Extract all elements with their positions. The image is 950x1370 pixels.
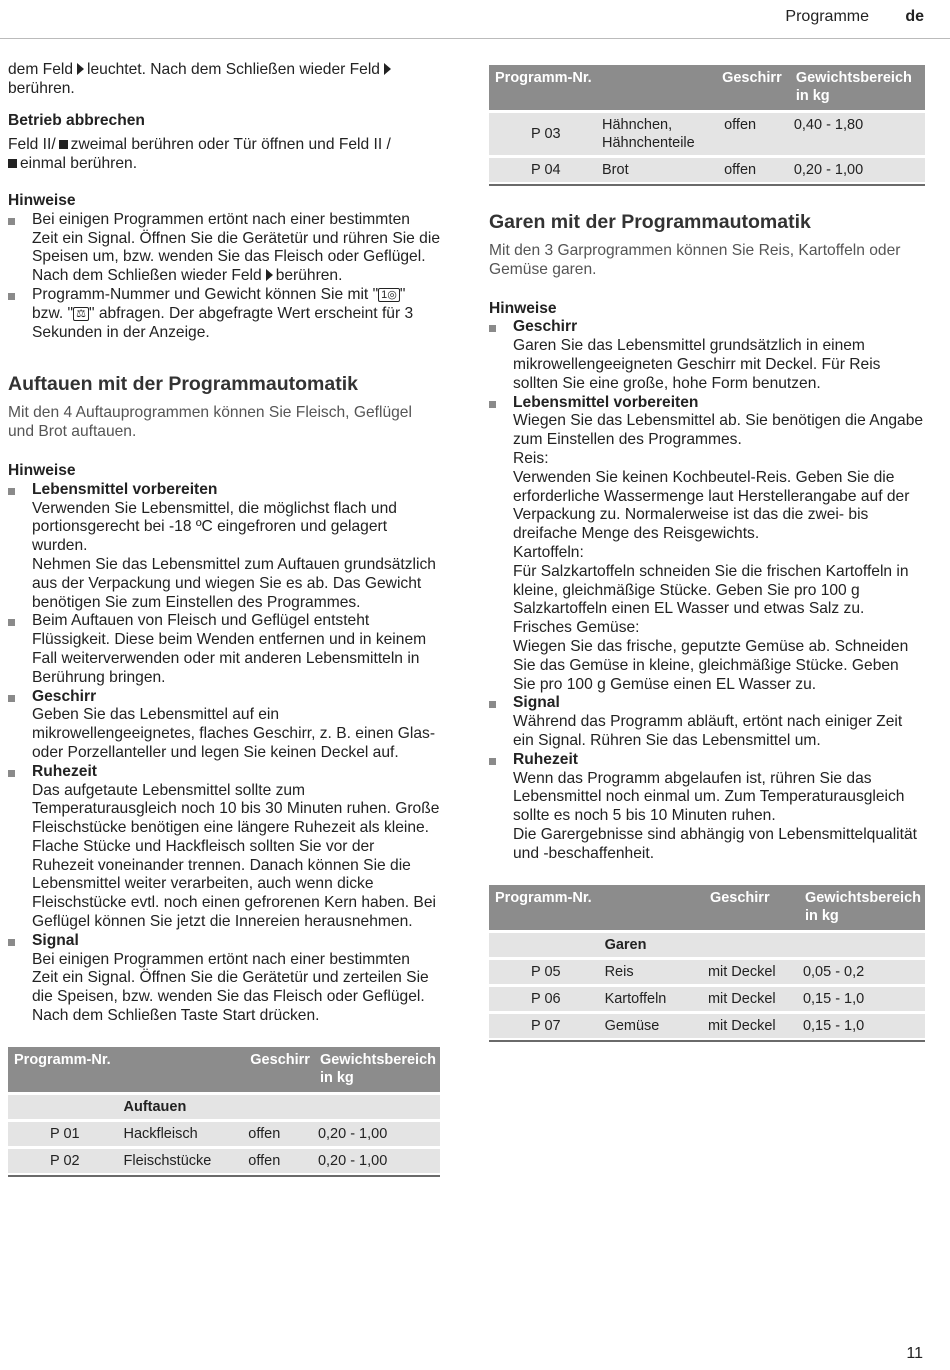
auftauen-table-wrapper	[8, 1044, 440, 1177]
table-row: P 03 Hähnchen, Hähnchenteile offen 0,40 - 1,80	[489, 113, 925, 155]
table-row: P 06 Kartoffeln mit Deckel 0,15 - 1,0	[489, 987, 925, 1011]
garen-hints-list	[489, 318, 925, 863]
table-header-row: Programm-Nr. Geschirr Gewichtsbereich in kg	[489, 885, 925, 930]
table-header-row: Programm-Nr. Geschirr Gewichtsbereich in kg	[8, 1047, 440, 1092]
hinweise-list	[8, 211, 440, 343]
table-row: P 04 Brot offen 0,20 - 1,00	[489, 158, 925, 182]
left-column	[8, 61, 440, 1177]
weight-icon: ⚖	[73, 307, 89, 321]
table-row: P 07 Gemüse mit Deckel 0,15 - 1,0	[489, 1014, 925, 1038]
garen-table-wrapper	[489, 882, 925, 1042]
table-group-row: Garen	[489, 933, 925, 957]
auftauen-heading: Auftauen mit der Programmautomatik	[8, 373, 358, 396]
hinweise-heading: Hinweise	[8, 191, 76, 209]
play-arrow-icon	[266, 269, 273, 281]
running-header-section: Programme	[785, 8, 869, 25]
stop-square-icon	[59, 140, 68, 149]
right-column	[489, 65, 925, 1042]
list-item: Geschirr Garen Sie das Lebensmittel grundsätzlich in einem mikrowellengeeigneten Geschirr mit Deckel. Für Reis sollten Sie eine große, hohe Form benutzen.	[489, 318, 925, 393]
hinweise-heading: Hinweise	[489, 299, 557, 317]
header-rule	[0, 38, 950, 39]
auftauen-intro: Mit den 4 Auftauprogrammen können Sie Fleisch, Geflügel und Brot auftauen.	[8, 404, 412, 441]
garen-program-table	[489, 882, 925, 1041]
program-weight-icon: 1◎	[378, 288, 400, 302]
table-bottom-rule	[489, 184, 925, 186]
garen-intro: Mit den 3 Garprogrammen können Sie Reis, Kartoffeln oder Gemüse garen.	[489, 242, 901, 278]
play-arrow-icon	[77, 63, 84, 75]
auftauen-program-table	[8, 1044, 440, 1176]
auftauen-hints-list	[8, 481, 440, 1026]
hinweise-heading: Hinweise	[8, 461, 76, 479]
auftauen-program-table-continued	[489, 62, 925, 185]
abbrechen-heading: Betrieb abbrechen	[8, 111, 145, 129]
table-row: P 05 Reis mit Deckel 0,05 - 0,2	[489, 960, 925, 984]
language-code: de	[905, 8, 924, 25]
table-header-row: Programm-Nr. Geschirr Gewichtsbereich in kg	[489, 65, 925, 110]
table-row: P 02 Fleischstücke offen 0,20 - 1,00	[8, 1149, 440, 1173]
list-item: Lebensmittel vorbereiten Verwenden Sie Lebensmittel, die möglichst flach und portionsgerecht bei -18 ºC eingefroren und gelagert wurden. Nehmen Sie das Lebensmittel zum Auftauen grundsätzlich aus der Verpackung und wiegen Sie es ab. Das Gewicht benötigen Sie zum Einstellen des Programmes.	[8, 481, 440, 613]
continued-paragraph: dem Feld leuchtet. Nach dem Schließen wieder Feld berühren.	[8, 61, 440, 99]
table-group-row: Auftauen	[8, 1095, 440, 1119]
stop-square-icon	[8, 159, 17, 168]
list-item: Beim Auftauen von Fleisch und Geflügel entsteht Flüssigkeit. Diese beim Wenden entfernen und in keinem Fall weiterverwenden oder mit anderen Lebensmitteln in Berührung bringen.	[8, 612, 440, 687]
list-item: Programm-Nummer und Gewicht können Sie mit " 1◎ " bzw. " ⚖ " abfragen. Der abgefragte Wert erscheint für 3 Sekunden in der Anzeige.	[8, 286, 440, 342]
list-item: Ruhezeit Wenn das Programm abgelaufen ist, rühren Sie das Lebensmittel noch einmal um. Zum Temperaturausgleich sollte es noch 5 bis 10 Minuten ruhen. Die Garergebnisse sind abhängig von Lebensmittelqualität und -beschaffenheit.	[489, 751, 925, 864]
table-bottom-rule	[489, 1040, 925, 1042]
abbrechen-text: Feld II/ zweimal berühren oder Tür öffnen und Feld II / einmal berühren.	[8, 136, 391, 173]
table-row: P 01 Hackfleisch offen 0,20 - 1,00	[8, 1122, 440, 1146]
play-arrow-icon	[384, 63, 391, 75]
list-item: Ruhezeit Das aufgetaute Lebensmittel sollte zum Temperaturausgleich noch 10 bis 30 Minuten ruhen. Große Fleischstücke benötigen eine längere Ruhezeit als kleine. Flache Stücke und Hackfleisch sollten Sie vor der Ruhezeit voneinander trennen. Danach können Sie die Lebensmittel weiter verarbeiten, auch wenn dicke Fleischstücke evtl. noch einen gefrorenen Kern haben. Bei Geflügel können Sie jetzt die Innereien herausnehmen.	[8, 763, 440, 932]
list-item: Lebensmittel vorbereiten Wiegen Sie das Lebensmittel ab. Sie benötigen die Angabe zum Einstellen des Programmes. Reis: Verwenden Sie keinen Kochbeutel-Reis. Geben Sie die erforderliche Wassermenge laut Herstellerangabe auf der Verpackung zu. Normalerweise ist das die zwei- bis dreifache Menge des Reisgewichts. Kartoffeln: Für Salzkartoffeln schneiden Sie die frischen Kartoffeln in kleine, gleichmäßige Stücke. Geben Sie pro 100 g Salzkartoffeln einen EL Wasser und etwas Salz zu. Frisches Gemüse: Wiegen Sie das frische, geputzte Gemüse ab. Schneiden Sie das Gemüse in kleine, gleichmäßige Stücke. Geben Sie pro 100 g Gemüse einen EL Wasser zu.	[489, 394, 925, 695]
garen-heading: Garen mit der Programmautomatik	[489, 211, 811, 233]
list-item: Signal Während das Programm abläuft, ertönt nach einiger Zeit ein Signal. Rühren Sie das Lebensmittel um.	[489, 694, 925, 750]
page-number: 11	[906, 1345, 923, 1363]
list-item: Signal Bei einigen Programmen ertönt nach einer bestimmten Zeit ein Signal. Öffnen Sie die Gerätetür und zerteilen Sie die Speisen, bzw. wenden Sie das Fleisch oder Geflügel. Nach dem Schließen Taste Start drücken.	[8, 932, 440, 1026]
table-bottom-rule	[8, 1175, 440, 1177]
list-item: Bei einigen Programmen ertönt nach einer bestimmten Zeit ein Signal. Öffnen Sie die Gerätetür und rühren Sie die Speisen um, bzw. wenden Sie das Fleisch oder Geflügel. Nach dem Schließen wieder Feld berühren.	[8, 211, 440, 286]
list-item: Geschirr Geben Sie das Lebensmittel auf ein mikrowellengeeignetes, flaches Geschirr, z. B. einen Glas- oder Porzellanteller und legen Sie keinen Deckel auf.	[8, 688, 440, 763]
